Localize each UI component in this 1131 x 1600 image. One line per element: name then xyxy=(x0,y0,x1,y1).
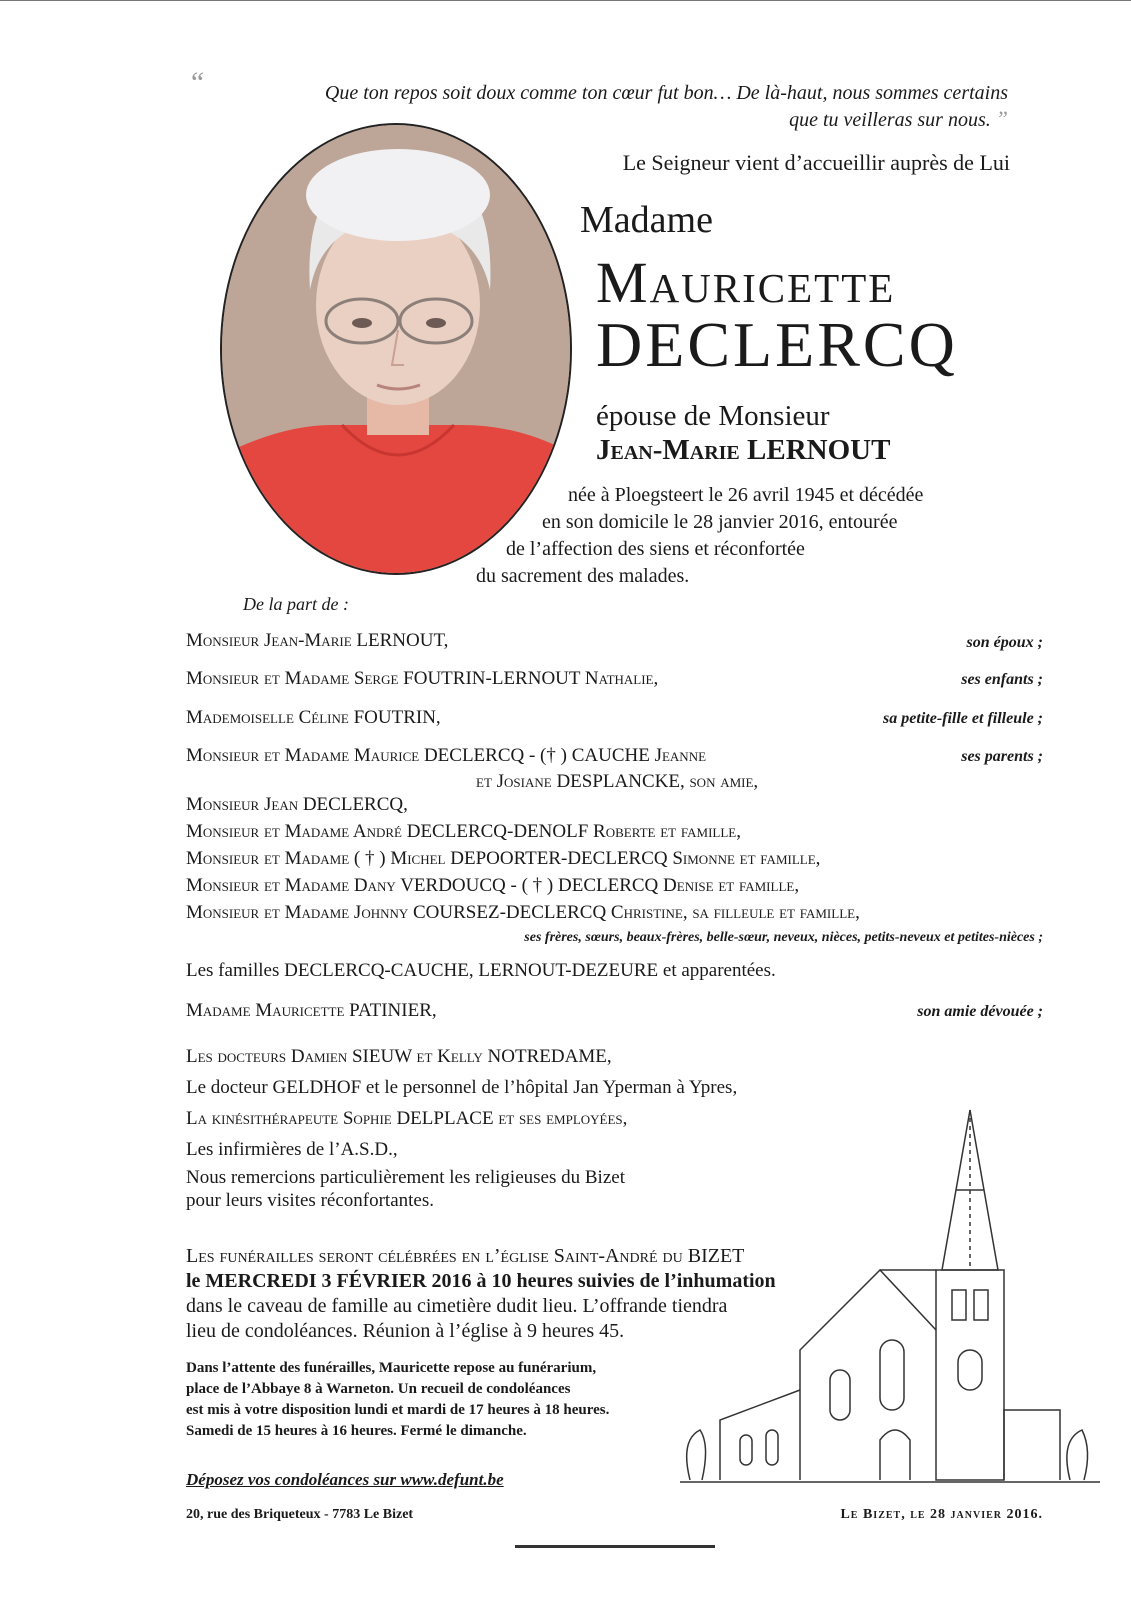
family-name: Monsieur et Madame Serge FOUTRIN-LERNOUT Nathalie, xyxy=(186,668,659,689)
open-quote-mark: “ xyxy=(188,66,205,99)
address-line: 20, rue des Briqueteux - 7783 Le Bizet xyxy=(186,1507,414,1522)
quote-line-1: Que ton repos soit doux comme ton cœur fut bon… De là-haut, nous sommes certains xyxy=(324,82,1008,104)
birth-death-line: du sacrement des malades. xyxy=(476,565,690,587)
thanks-line: Les infirmières de l’A.S.D., xyxy=(186,1139,398,1160)
funeral-line: dans le caveau de famille au cimetière dudit lieu. L’offrande tiendra xyxy=(186,1295,728,1317)
church-illustration xyxy=(680,1090,1100,1490)
friend-name: Madame Mauricette PATINIER, xyxy=(186,1000,437,1021)
sibling-line: Monsieur et Madame ( † ) Michel DEPOORTER-DECLERCQ Simonne et famille, xyxy=(186,848,821,869)
sibling-line: Monsieur et Madame André DECLERCQ-DENOLF Roberte et famille, xyxy=(186,821,741,842)
birth-death-line: de l’affection des siens et réconfortée xyxy=(506,538,805,560)
epitaph-quote xyxy=(200,80,1008,133)
notice-line: Dans l’attente des funérailles, Mauricette repose au funérarium, xyxy=(186,1360,597,1376)
thanks-block xyxy=(186,1041,737,1165)
thanks-line: pour leurs visites réconfortantes. xyxy=(186,1190,434,1211)
birth-death-line: en son domicile le 28 janvier 2016, entourée xyxy=(542,511,898,533)
sibling-line: Monsieur et Madame Dany VERDOUCQ - ( † ) DECLERCQ Denise et famille, xyxy=(186,875,800,896)
top-border xyxy=(0,0,1131,1)
deceased-last-name: DECLERCQ xyxy=(596,309,958,380)
family-relation: son époux ; xyxy=(966,634,1043,651)
siblings-relation: ses frères, sœurs, beaux-frères, belle-sœur, neveux, nièces, petits-neveux et petites-nièces ; xyxy=(524,930,1043,945)
funeral-line: Les funérailles seront célébrées en l’église Saint-André du BIZET xyxy=(186,1245,745,1267)
thanks-line: Nous remercions particulièrement les religieuses du Bizet xyxy=(186,1167,625,1188)
thanks-line: Les docteurs Damien SIEUW et Kelly NOTREDAME, xyxy=(186,1046,612,1067)
family-relation: ses enfants ; xyxy=(961,671,1043,688)
friend-relation: son amie dévouée ; xyxy=(917,1003,1043,1020)
notice-line: Samedi de 15 heures à 16 heures. Fermé le dimanche. xyxy=(186,1423,527,1439)
intro-text: Le Seigneur vient d’accueillir auprès de Lui xyxy=(622,150,1010,175)
sibling-line: Monsieur Jean DECLERCQ, xyxy=(186,794,408,815)
birth-death-block xyxy=(470,482,1010,590)
thanks-line: Le docteur GELDHOF et le personnel de l’hôpital Jan Yperman à Ypres, xyxy=(186,1077,738,1098)
family-name: Monsieur et Madame Maurice DECLERCQ - († ) CAUCHE Jeanne xyxy=(186,745,707,766)
deceased-first-name: Mauricette xyxy=(596,250,896,315)
place-date: Le Bizet, le 28 janvier 2016. xyxy=(840,1507,1043,1522)
thanks-religieuses xyxy=(186,1166,625,1212)
family-relation: sa petite-fille et filleule ; xyxy=(883,710,1043,727)
funeral-line: lieu de condoléances. Réunion à l’église à 9 heures 45. xyxy=(186,1320,625,1342)
quote-line-2: que tu veilleras sur nous. ” xyxy=(789,106,1008,131)
spouse-line-1: épouse de Monsieur xyxy=(596,400,830,432)
sibling-line: Monsieur et Madame Johnny COURSEZ-DECLERCQ Christine, sa filleule et famille, xyxy=(186,902,860,923)
family-relation: ses parents ; xyxy=(961,748,1043,765)
funerarium-notice xyxy=(186,1358,609,1442)
funeral-line: le MERCREDI 3 FÉVRIER 2016 à 10 heures suivies de l’inhumation xyxy=(186,1270,776,1292)
parents-sub-line: et Josiane DESPLANCKE, son amie, xyxy=(476,771,759,792)
de-la-part-label: De la part de : xyxy=(243,594,349,614)
notice-line: place de l’Abbaye 8 à Warneton. Un recueil de condoléances xyxy=(186,1381,571,1397)
spouse-line-2: Jean-Marie LERNOUT xyxy=(596,434,891,466)
notice-line: est mis à votre disposition lundi et mardi de 17 heures à 18 heures. xyxy=(186,1402,610,1418)
families-line: Les familles DECLERCQ-CAUCHE, LERNOUT-DEZEURE et apparentées. xyxy=(186,960,776,981)
family-name: Mademoiselle Céline FOUTRIN, xyxy=(186,707,441,728)
siblings-list xyxy=(186,791,860,926)
thanks-line: La kinésithérapeute Sophie DELPLACE et ses employées, xyxy=(186,1108,628,1129)
close-quote-mark: ” xyxy=(995,106,1008,131)
birth-death-line: née à Ploegsteert le 26 avril 1945 et décédée xyxy=(568,484,924,506)
condolence-website[interactable]: Déposez vos condoléances sur www.defunt.be xyxy=(186,1470,504,1489)
deceased-title: Madame xyxy=(580,199,713,241)
bottom-divider xyxy=(515,1545,715,1548)
family-name: Monsieur Jean-Marie LERNOUT, xyxy=(186,630,449,651)
